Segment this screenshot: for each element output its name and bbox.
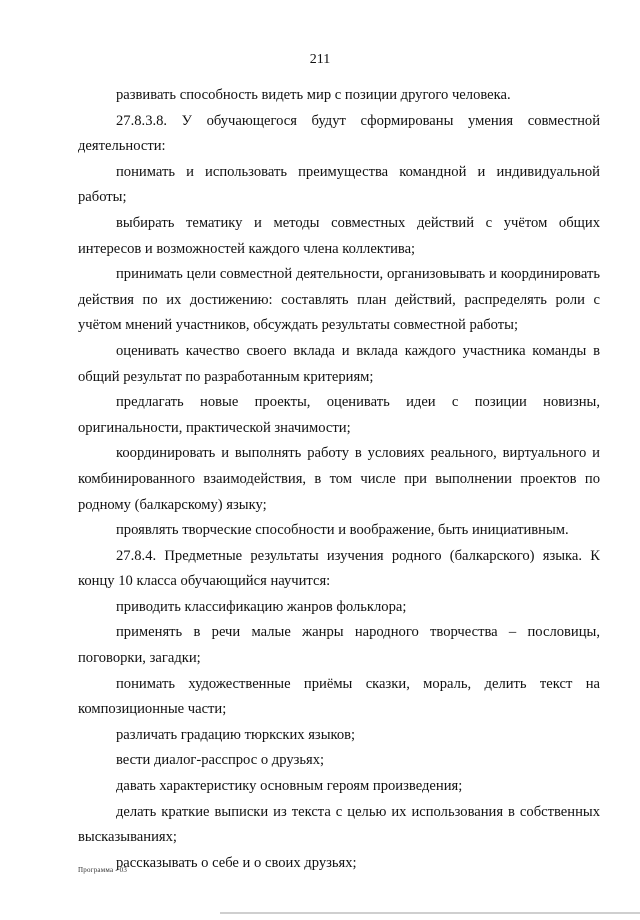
paragraph: координировать и выполнять работу в условиях реального, виртуального и комбинированного взаимодействия, в том числе при выполнении проектов по родному (балкарскому) языку; — [78, 445, 600, 513]
paragraph: применять в речи малые жанры народного творчества – пословицы, поговорки, загадки; — [78, 624, 600, 667]
page-number: 211 — [309, 52, 331, 67]
paragraph: 27.8.4. Предметные результаты изучения родного (балкарского) языка. К концу 10 класса обучающийся научится: — [78, 547, 600, 590]
paragraph: делать краткие выписки из текста с целью их использования в собственных высказываниях; — [78, 803, 600, 846]
page-footer: Программа - 03 — [78, 866, 128, 874]
paragraph: выбирать тематику и методы совместных действий с учётом общих интересов и возможностей каждого члена коллектива; — [78, 214, 600, 257]
paragraph: принимать цели совместной деятельности, организовывать и координировать действия по их достижению: составлять план действий, распределять роли с учётом мнений участников, обсуждать результаты совместной работы; — [78, 266, 600, 334]
paragraph: давать характеристику основным героям произведения; — [116, 778, 463, 795]
paragraph: проявлять творческие способности и воображение, быть инициативным. — [116, 522, 569, 539]
paragraph: приводить классификацию жанров фольклора; — [116, 598, 407, 615]
paragraph: рассказывать о себе и о своих друзьях; — [116, 854, 357, 871]
paragraph: понимать и использовать преимущества командной и индивидуальной работы; — [78, 163, 600, 206]
paragraph: различать градацию тюркских языков; — [116, 726, 356, 743]
paragraph: вести диалог-расспрос о друзьях; — [116, 752, 325, 769]
document-body — [78, 83, 600, 876]
paragraph: оценивать качество своего вклада и вклада каждого участника команды в общий результат по разработанным критериям; — [78, 342, 600, 385]
paragraph: 27.8.3.8. У обучающегося будут сформированы умения совместной деятельности: — [78, 112, 600, 155]
paragraph: понимать художественные приёмы сказки, мораль, делить текст на композиционные части; — [78, 675, 600, 718]
scan-edge-line — [220, 912, 640, 914]
paragraph: предлагать новые проекты, оценивать идеи с позиции новизны, оригинальности, практической значимости; — [78, 394, 600, 436]
paragraph: развивать способность видеть мир с позиции другого человека. — [116, 87, 511, 103]
